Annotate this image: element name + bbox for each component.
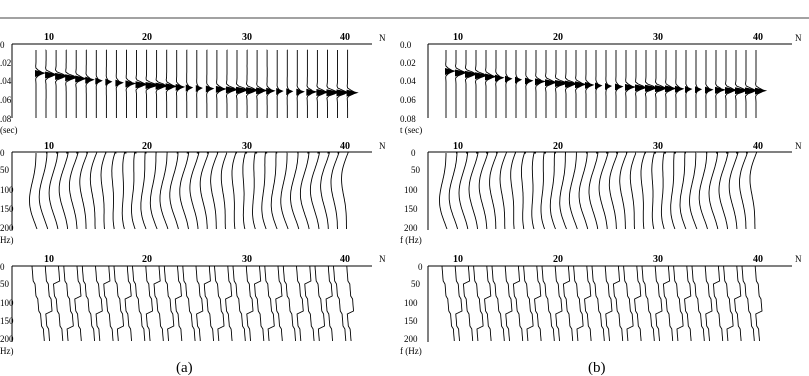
time-trace [696, 50, 698, 118]
time-trace-lobe [585, 82, 595, 89]
phase-b-n40: 40 [753, 254, 763, 265]
time-b-tick-0: 0.0 [400, 40, 412, 50]
amplitude-trace [661, 153, 666, 229]
time-a-tick-2: .04 [0, 76, 12, 86]
amplitude-trace [122, 153, 126, 229]
phase-trace [233, 266, 245, 341]
time-trace [486, 50, 494, 118]
phase-trace [582, 266, 591, 341]
amplitude-trace [469, 153, 478, 229]
time-b-n30: 30 [653, 32, 663, 43]
amplitude-trace [719, 153, 728, 229]
time-b-axis-n: N [795, 33, 802, 43]
amplitude-trace [211, 153, 218, 229]
amplitude-trace [521, 153, 526, 229]
time-trace [217, 50, 223, 118]
phase-trace [612, 266, 623, 341]
phase-b-tick-2: 100 [404, 298, 418, 308]
time-trace-lobe [515, 77, 522, 84]
phase-a-n10: 10 [44, 254, 54, 265]
amp-a-tick-3: 150 [0, 204, 14, 214]
phase-trace [692, 266, 704, 341]
time-trace [66, 50, 75, 118]
phase-traces-b [442, 266, 762, 341]
phase-trace [122, 266, 131, 341]
amplitude-trace [532, 153, 536, 229]
amp-b-tick-4: 200 [404, 223, 418, 233]
amplitude-trace [281, 153, 288, 229]
time-trace [177, 50, 181, 118]
amplitude-trace [342, 153, 349, 229]
amplitude-trace [200, 153, 208, 229]
time-trace [207, 50, 211, 118]
time-trace-lobe [105, 79, 112, 86]
time-trace-lobe [115, 80, 123, 87]
amplitude-trace [160, 153, 168, 229]
amplitude-trace [449, 153, 457, 229]
time-trace-lobe [505, 76, 513, 83]
time-trace [86, 50, 91, 118]
time-trace-lobe [525, 78, 533, 85]
time-b-n20: 20 [553, 32, 563, 43]
time-trace-lobe [286, 88, 293, 95]
phase-b-axis-n: N [795, 254, 802, 264]
amplitude-trace [729, 153, 738, 229]
amplitude-trace [112, 153, 117, 229]
phase-trace [253, 266, 264, 341]
phase-trace [133, 266, 145, 341]
time-trace [726, 50, 735, 118]
time-trace [287, 50, 289, 118]
time-trace [297, 50, 301, 118]
amplitude-trace [262, 153, 267, 229]
time-trace-lobe [595, 82, 602, 89]
phase-trace [622, 266, 633, 341]
column-b [400, 32, 802, 376]
time-b-tick-3: 0.06 [400, 95, 416, 105]
amplitude-trace [300, 153, 309, 229]
amp-b-tick-2: 100 [404, 185, 418, 195]
phase-trace [163, 266, 174, 341]
time-trace [526, 50, 530, 118]
amplitude-trace [243, 153, 247, 229]
phase-panel-a [0, 254, 386, 356]
amp-a-n40: 40 [340, 141, 350, 152]
amplitude-trace [39, 153, 48, 229]
amplitude-trace [500, 153, 506, 229]
caption-a: (a) [176, 360, 193, 376]
amp-a-tick-1: 50 [0, 165, 9, 175]
time-trace [227, 50, 236, 118]
amp-b-n20: 20 [553, 141, 563, 152]
amplitude-trace [652, 153, 656, 229]
time-trace-lobe [495, 75, 505, 82]
amplitude-traces-a [30, 153, 349, 229]
amplitude-trace [253, 153, 258, 229]
phase-trace [102, 266, 113, 341]
amp-b-n30: 30 [653, 141, 663, 152]
phase-a-axis-label: Hz) [0, 346, 14, 356]
amp-a-axis-label: Hz) [0, 235, 14, 245]
phase-trace [712, 266, 723, 341]
amp-a-axis-n: N [379, 141, 386, 151]
amp-b-tick-0: 0 [411, 148, 416, 158]
phase-a-tick-3: 150 [0, 316, 14, 326]
amplitude-trace [690, 153, 697, 229]
phase-trace [442, 266, 454, 341]
phase-traces-a [32, 266, 354, 341]
time-trace [317, 50, 326, 118]
phase-trace [572, 266, 583, 341]
amplitude-trace [69, 153, 78, 229]
amplitude-trace [750, 153, 756, 229]
time-trace [506, 50, 509, 118]
phase-trace [532, 266, 541, 341]
phase-trace [562, 266, 573, 341]
time-trace-lobe [685, 86, 692, 93]
amplitude-trace [671, 153, 676, 229]
amplitude-trace [479, 153, 488, 229]
amplitude-trace [459, 153, 468, 229]
phase-trace [313, 266, 324, 341]
phase-trace [522, 266, 533, 341]
phase-trace [213, 266, 224, 341]
amp-b-axis-n: N [795, 141, 802, 151]
phase-b-tick-3: 150 [404, 316, 418, 326]
amplitude-trace [630, 153, 636, 229]
amp-a-n10: 10 [44, 141, 54, 152]
amplitude-traces-b [440, 153, 757, 229]
phase-trace [82, 266, 94, 341]
phase-trace [512, 266, 523, 341]
phase-b-n10: 10 [453, 254, 463, 265]
amplitude-trace [609, 153, 617, 229]
phase-trace [283, 266, 295, 341]
time-panel-b [400, 32, 802, 135]
time-trace-lobe [296, 89, 305, 96]
phase-trace [273, 266, 282, 341]
time-traces-a [35, 50, 359, 118]
time-b-tick-1: 0.02 [400, 58, 416, 68]
time-trace-lobe [95, 78, 103, 85]
amplitude-trace [59, 153, 68, 229]
amplitude-panel-b [400, 141, 802, 245]
time-trace [716, 50, 723, 118]
time-b-axis-label: t (sec) [400, 125, 423, 135]
time-trace [686, 50, 688, 118]
phase-trace [472, 266, 483, 341]
amplitude-trace [550, 153, 556, 229]
phase-trace [52, 266, 63, 341]
amp-b-n10: 10 [453, 141, 463, 152]
amplitude-trace [589, 153, 598, 229]
time-trace [46, 50, 55, 118]
time-trace [746, 50, 756, 118]
phase-trace [112, 266, 123, 341]
amplitude-trace [511, 153, 516, 229]
phase-a-tick-0: 0 [0, 262, 5, 272]
caption-b: (b) [588, 360, 606, 376]
phase-trace [662, 266, 673, 341]
amplitude-trace [331, 153, 339, 229]
amplitude-trace [101, 153, 106, 229]
time-b-n10: 10 [453, 32, 463, 43]
amplitude-trace [709, 153, 718, 229]
time-trace-lobe [605, 83, 612, 90]
phase-b-n30: 30 [653, 254, 663, 265]
amplitude-trace [310, 153, 319, 229]
phase-trace [542, 266, 554, 341]
phase-trace [732, 266, 741, 341]
amplitude-trace [90, 153, 96, 229]
time-trace [327, 50, 338, 118]
time-b-tick-2: 0.04 [400, 76, 416, 86]
time-trace [257, 50, 265, 118]
amp-b-n40: 40 [753, 141, 763, 152]
amplitude-trace [132, 153, 137, 229]
time-a-n30: 30 [242, 32, 252, 43]
phase-trace [153, 266, 164, 341]
amplitude-trace [150, 153, 157, 229]
phase-trace [263, 266, 274, 341]
time-a-axis-label: (sec) [0, 125, 18, 135]
phase-trace [72, 266, 81, 341]
amplitude-trace [490, 153, 498, 229]
phase-trace [632, 266, 641, 341]
phase-a-n20: 20 [142, 254, 152, 265]
time-trace [236, 50, 247, 118]
time-trace [636, 50, 645, 118]
amp-a-n30: 30 [242, 141, 252, 152]
phase-trace [492, 266, 504, 341]
amplitude-trace [569, 153, 577, 229]
amplitude-trace [541, 153, 546, 229]
amp-b-tick-1: 50 [411, 165, 420, 175]
time-trace [666, 50, 674, 118]
amplitude-trace [271, 153, 277, 229]
amplitude-trace [321, 153, 330, 229]
phase-trace [592, 266, 604, 341]
time-trace [496, 50, 501, 118]
phase-trace [642, 266, 654, 341]
amplitude-trace [180, 153, 189, 229]
phase-trace [62, 266, 73, 341]
column-a [0, 32, 386, 376]
time-trace-lobe [266, 88, 275, 95]
time-b-tick-4: 0.08 [400, 114, 416, 124]
time-trace-lobe [276, 88, 283, 95]
time-trace [96, 50, 99, 118]
amp-a-tick-4: 200 [0, 223, 14, 233]
amplitude-trace [141, 153, 147, 229]
amplitude-trace [579, 153, 588, 229]
amplitude-trace [170, 153, 179, 229]
amplitude-trace [740, 153, 748, 229]
phase-trace [173, 266, 182, 341]
time-trace [446, 50, 452, 118]
time-trace-lobe [695, 86, 702, 93]
time-trace [76, 50, 84, 118]
amplitude-trace [232, 153, 237, 229]
time-trace [307, 50, 314, 118]
amp-a-tick-0: 0 [0, 148, 5, 158]
amplitude-trace [291, 153, 299, 229]
time-trace [56, 50, 67, 118]
time-trace [706, 50, 710, 118]
time-a-n40: 40 [340, 32, 350, 43]
amp-a-n20: 20 [142, 141, 152, 152]
phase-trace [183, 266, 195, 341]
phase-trace [482, 266, 491, 341]
time-trace-lobe [186, 84, 193, 91]
phase-trace [303, 266, 314, 341]
amplitude-trace [440, 153, 448, 229]
amplitude-trace [620, 153, 627, 229]
time-trace [735, 50, 746, 118]
time-trace [456, 50, 465, 118]
time-trace [337, 50, 347, 118]
time-trace [247, 50, 257, 118]
time-trace [277, 50, 279, 118]
phase-trace [682, 266, 691, 341]
amplitude-trace [221, 153, 227, 229]
amp-b-tick-3: 150 [404, 204, 418, 214]
amplitude-trace [680, 153, 686, 229]
phase-b-tick-4: 200 [404, 334, 418, 344]
time-trace [465, 50, 476, 118]
time-a-tick-0: 0 [0, 40, 5, 50]
time-traces-b [445, 50, 767, 118]
time-trace [516, 50, 518, 118]
amplitude-trace [599, 153, 608, 229]
phase-a-tick-2: 100 [0, 298, 14, 308]
amplitude-trace [30, 153, 38, 229]
phase-a-n30: 30 [242, 254, 252, 265]
amplitude-trace [190, 153, 199, 229]
time-a-n10: 10 [44, 32, 54, 43]
time-trace [347, 50, 354, 118]
time-a-axis-n: N [379, 33, 386, 43]
phase-trace [722, 266, 733, 341]
phase-panel-b [400, 254, 802, 356]
amplitude-trace [560, 153, 567, 229]
time-b-n40: 40 [753, 32, 763, 43]
amp-a-tick-2: 100 [0, 185, 14, 195]
amplitude-trace [699, 153, 707, 229]
time-trace [267, 50, 272, 118]
phase-trace [323, 266, 332, 341]
time-trace-lobe [206, 85, 215, 92]
time-trace [197, 50, 199, 118]
phase-b-n20: 20 [553, 254, 563, 265]
time-panel-a [0, 32, 386, 135]
phase-b-axis-label: f (Hz) [400, 346, 422, 356]
time-trace [187, 50, 190, 118]
phase-trace [462, 266, 473, 341]
time-a-tick-4: .08 [0, 114, 12, 124]
time-trace-lobe [196, 85, 203, 92]
amplitude-trace [80, 153, 88, 229]
time-trace [626, 50, 632, 118]
time-a-n20: 20 [142, 32, 152, 43]
time-trace-lobe [615, 83, 624, 90]
phase-trace [223, 266, 232, 341]
amp-b-axis-label: f (Hz) [400, 235, 422, 245]
phase-trace [32, 266, 44, 341]
amplitude-trace [641, 153, 646, 229]
time-trace-lobe [705, 87, 714, 94]
phase-trace [203, 266, 214, 341]
time-trace [36, 50, 42, 118]
phase-trace [672, 266, 683, 341]
time-a-tick-3: .06 [0, 95, 12, 105]
amplitude-panel-a [0, 141, 386, 245]
time-trace [676, 50, 680, 118]
time-trace-lobe [85, 77, 95, 84]
phase-trace [334, 266, 346, 341]
phase-b-tick-1: 50 [411, 279, 420, 289]
phase-a-tick-1: 50 [0, 279, 9, 289]
time-trace-lobe [675, 86, 684, 93]
time-trace [645, 50, 656, 118]
time-trace [476, 50, 485, 118]
time-a-tick-1: .02 [0, 58, 12, 68]
phase-b-tick-0: 0 [418, 262, 423, 272]
phase-a-tick-4: 200 [0, 334, 14, 344]
time-trace-lobe [176, 84, 186, 91]
amplitude-trace [49, 153, 58, 229]
phase-a-n40: 40 [340, 254, 350, 265]
time-trace [756, 50, 763, 118]
phase-a-axis-n: N [379, 254, 386, 264]
time-trace [656, 50, 666, 118]
phase-trace [742, 266, 754, 341]
